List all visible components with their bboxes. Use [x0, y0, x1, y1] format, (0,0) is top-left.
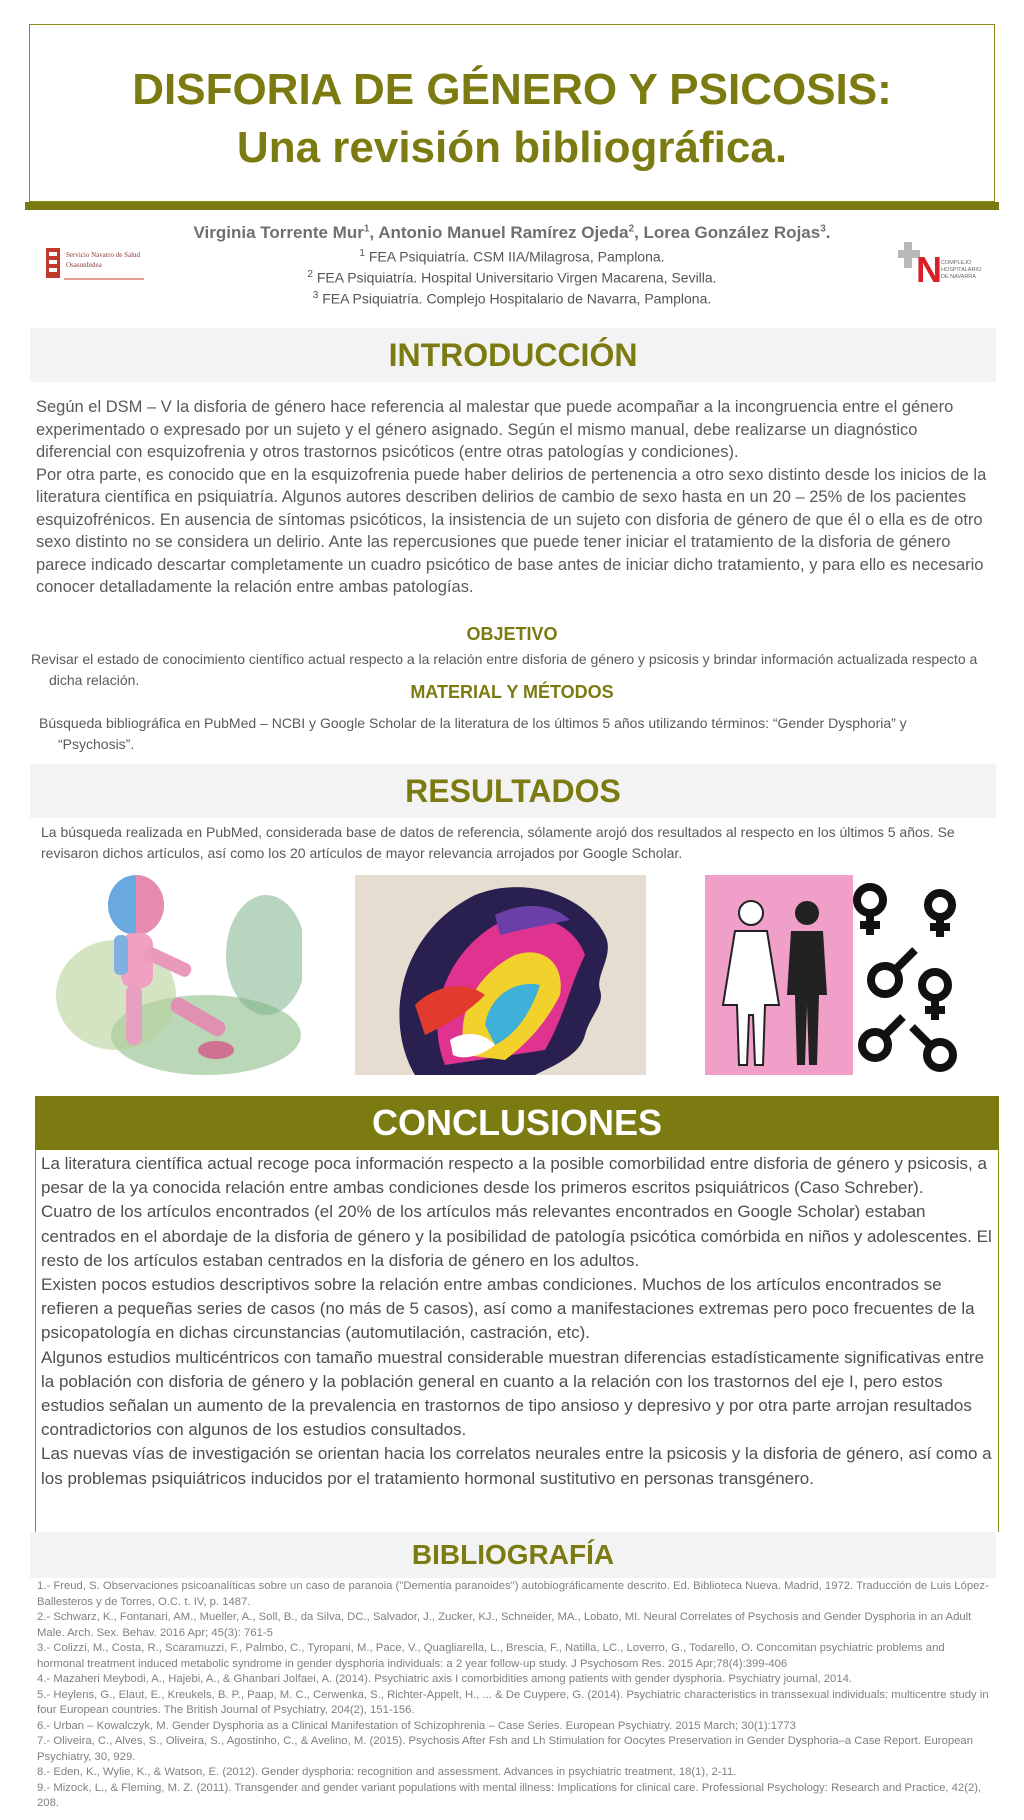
servicio-navarro-salud-logo	[44, 246, 148, 286]
mannequin-watercolor-image	[56, 875, 302, 1075]
metodos-heading: MATERIAL Y MÉTODOS	[410, 682, 614, 702]
conclusiones-heading: CONCLUSIONES	[35, 1096, 999, 1150]
conclusiones-text	[41, 1152, 1001, 1491]
metodos-text: Búsqueda bibliográfica en PubMed – NCBI y Google Scholar de la literatura de los últimos 5 años utilizando términos: “Gender Dysphoria” y “Psychosis”.	[39, 715, 907, 752]
conclusiones-paragraph-5: Las nuevas vías de investigación se orientan hacia los correlatos neurales entre la psicosis y la disforia de género, así como a los problemas psiquiátricos inducidos por el tratamiento hormonal sustitutivo en personas transgénero.	[41, 1444, 992, 1488]
reference-item: 4.- Mazaheri Meybodi, A., Hajebi, A., & Ghanbari Jolfaei, A. (2014). Psychiatric axis I comorbidities among patients with gender dysphoria. Psychiatry journal, 2014.	[37, 1673, 853, 1685]
conclusiones-paragraph-2: Cuatro de los artículos encontrados (el 20% de los artículos más relevantes encontrados en Google Scholar) estaban centrados en el abordaje de la disforia de género y la posibilidad de patología psicótica comórbida en niños y adolescentes. El resto de los artículos estaban centrados en la disforia de género en los adultos.	[41, 1202, 992, 1270]
author-1: Virginia Torrente Mur	[193, 223, 364, 242]
resultados-text: La búsqueda realizada en PubMed, considerada base de datos de referencia, sólamente arojó dos resultados al respecto en los últimos 5 años. Se revisaron dichos artículos, así como los 20 artículos de mayor relevancia arrojados por Google Scholar.	[41, 824, 955, 861]
aff-2-sup: 2	[307, 269, 313, 280]
reference-item: 5.- Heylens, G., Elaut, E., Kreukels, B. P., Paap, M. C., Cerwenka, S., Richter-Appelt, H., ... & De Cuypere, G. (2014). Psychiatric characteristics in transsexual individuals: multicentre study in four European countries. The British Journal of Psychiatry, 204(2), 151-156.	[37, 1688, 989, 1716]
left-logo-text-2: Osasunbidea	[66, 261, 102, 269]
abstract-face-image	[355, 875, 646, 1075]
affiliation-2	[150, 269, 874, 286]
right-logo-letter: N	[916, 249, 942, 290]
resultados-heading: RESULTADOS	[30, 764, 996, 818]
affiliation-3	[150, 290, 874, 307]
conclusiones-paragraph-4: Algunos estudios multicéntricos con tamaño muestral considerable muestran diferencias estadísticamente significativas entre la población con disforia de género y la población general en cuanto a la relación con los trastornos del eje I, pero estos estudios señalan un aumento de la prevalencia en trastornos de tipo ansioso y depresivo y por otra parte arrojan resultados contradictorios con algunos de los estudios consultados.	[41, 1347, 985, 1440]
intro-paragraph-1: Según el DSM – V la disforia de género hace referencia al malestar que puede acompañar a la incongruencia entre el género experimentado o expresado por un sujeto y el género asignado. Según el mismo manual, debe realizarse un diagnóstico diferencial con esquizofrenia y otros trastornos psicóticos (entre otras patologías y condiciones).	[36, 398, 954, 461]
bibliografia-list	[37, 1579, 992, 1812]
author-2: , Antonio Manuel Ramírez Ojeda	[369, 223, 629, 242]
reference-item: 1.- Freud, S. Observaciones psicoanalíticas sobre un caso de paranoia ("Dementia paranoides") autobiográficamente descrito. Ed. Biblioteca Nueva. Madrid, 1972. Traducción de Luis López- Ballesteros y de Torres, O.C. t. IV, p. 1487.	[37, 1580, 989, 1608]
right-logo-text-3: DE NAVARRA	[941, 274, 976, 280]
objetivo-heading: OBJETIVO	[466, 624, 558, 644]
right-logo-text-2: HOSPITALARIO	[941, 267, 982, 273]
affiliation-1	[150, 248, 874, 265]
author-2-sup: 2	[628, 223, 635, 235]
aff-3-text: FEA Psiquiatría. Complejo Hospitalario de Navarra, Pamplona.	[322, 290, 712, 307]
reference-item: 9.- Mizock, L., & Fleming, M. Z. (2011). Transgender and gender variant populations with mental illness: Implications for clinical care. Professional Psychology: Research and Practice, 42(2), 208.	[37, 1781, 982, 1809]
conclusiones-paragraph-3: Existen pocos estudios descriptivos sobre la relación entre ambas condiciones. Muchos de los artículos encontrados se refieren a pequeñas series de casos (no más de 5 casos), así como a manifestaciones extremas pero poco frecuentes de la psicopatología en dichas circunstancias (automutilación, castración, etc).	[41, 1275, 975, 1343]
conclusiones-paragraph-1: La literatura científica actual recoge poca información respecto a la posible comorbilidad entre disforia de género y psicosis, a pesar de la ya conocida relación entre ambas condiciones desde los primeros escritos psiquiátricos (Caso Schreber).	[41, 1154, 987, 1198]
reference-item: 6.- Urban – Kowalczyk, M. Gender Dysphoria as a Clinical Manifestation of Schizophrenia – Case Series. European Psychiatry. 2015 March; 30(1):1773	[37, 1719, 796, 1732]
bibliografia-heading: BIBLIOGRAFÍA	[30, 1532, 996, 1578]
authors-line	[130, 223, 894, 243]
left-logo-text-1: Servicio Navarro de Salud	[66, 251, 141, 259]
aff-1-sup: 1	[359, 248, 365, 259]
right-logo-text-1: COMPLEJO	[941, 260, 972, 266]
objetivo-text: Revisar el estado de conocimiento científico actual respecto a la relación entre disforia de género y psicosis y brindar información actualizada respecto a dicha relación.	[31, 651, 978, 688]
intro-paragraph-2: Por otra parte, es conocido que en la esquizofrenia puede haber delirios de pertenencia a otro sexo distinto desde los inicios de la literatura científica en psiquiatría. Algunos autores describen delirios de cambio de sexo hasta en un 20 – 25% de los pacientes esquizofrénicos. En ausencia de síntomas psicóticos, la insistencia de un sujeto con disforia de género de que él o ella es de otro sexo distinto no se considera un delirio. Ante las repercusiones que puede tener iniciar el tratamiento de la disforia de género parece indicado descartar completamente un cuadro psicótico de base antes de iniciar dicho tratamiento, y para ello es necesario conocer detalladamente la relación entre ambas patologías.	[36, 465, 987, 596]
aff-3-sup: 3	[312, 290, 319, 301]
author-3: , Lorea González Rojas	[634, 223, 821, 242]
authors-end: .	[825, 223, 831, 242]
title-divider	[25, 202, 999, 210]
intro-heading: INTRODUCCIÓN	[30, 328, 996, 382]
poster-title: DISFORIA DE GÉNERO Y PSICOSIS:	[132, 65, 892, 114]
reference-item: 2.- Schwarz, K., Fontanari, AM., Mueller, A., Soll, B., da Silva, DC., Salvador, J., Zucker, KJ., Schneider, MA., Lobato, MI. Neural Correlates of Psychosis and Gender Dysphoria in an Adult Male. Arch. Sex. Behav. 2016 Apr; 45(3): 761-5	[37, 1611, 972, 1639]
reference-item: 7.- Oliveira, C., Alves, S., Oliveira, S., Agostinho, C., & Avelino, M. (2015). Psychosis After Fsh and Lh Stimulation for Oocytes Preservation in Gender Dysphoria–a Case Report. European Psychiatry, 30, 929.	[37, 1735, 973, 1763]
reference-item: 8.- Eden, K., Wylie, K., & Watson, E. (2012). Gender dysphoria: recognition and assessment. Advances in psychiatric treatment, 18(1), 2-11.	[37, 1766, 737, 1778]
author-1-sup: 1	[363, 223, 370, 235]
complejo-hospitalario-logo	[898, 240, 984, 294]
reference-item: 3.- Colizzi, M., Costa, R., Scaramuzzi, F., Palmbo, C., Tyropani, M., Pace, V., Quagliarella, L., Brescia, F., Natilla, LC., Loverro, G., Todarello, O. Concomitan psychiatric problems and hormonal treatment induced metabolic syndrome in gender dysphoria individuals: a 2 year follow-up study. J Psychosom Res. 2015 Apr;78(4):399-406	[37, 1642, 945, 1670]
gender-symbols-image	[705, 875, 963, 1075]
author-3-sup: 3	[820, 223, 826, 235]
intro-text	[36, 396, 996, 599]
right-logo-caption	[941, 260, 981, 281]
poster-subtitle: Una revisión bibliográfica.	[236, 123, 788, 172]
aff-1-text: FEA Psiquiatría. CSM IIA/Milagrosa, Pamplona.	[368, 248, 665, 265]
aff-2-text: FEA Psiquiatría. Hospital Universitario Virgen Macarena, Sevilla.	[316, 269, 717, 286]
title-box	[29, 24, 995, 202]
